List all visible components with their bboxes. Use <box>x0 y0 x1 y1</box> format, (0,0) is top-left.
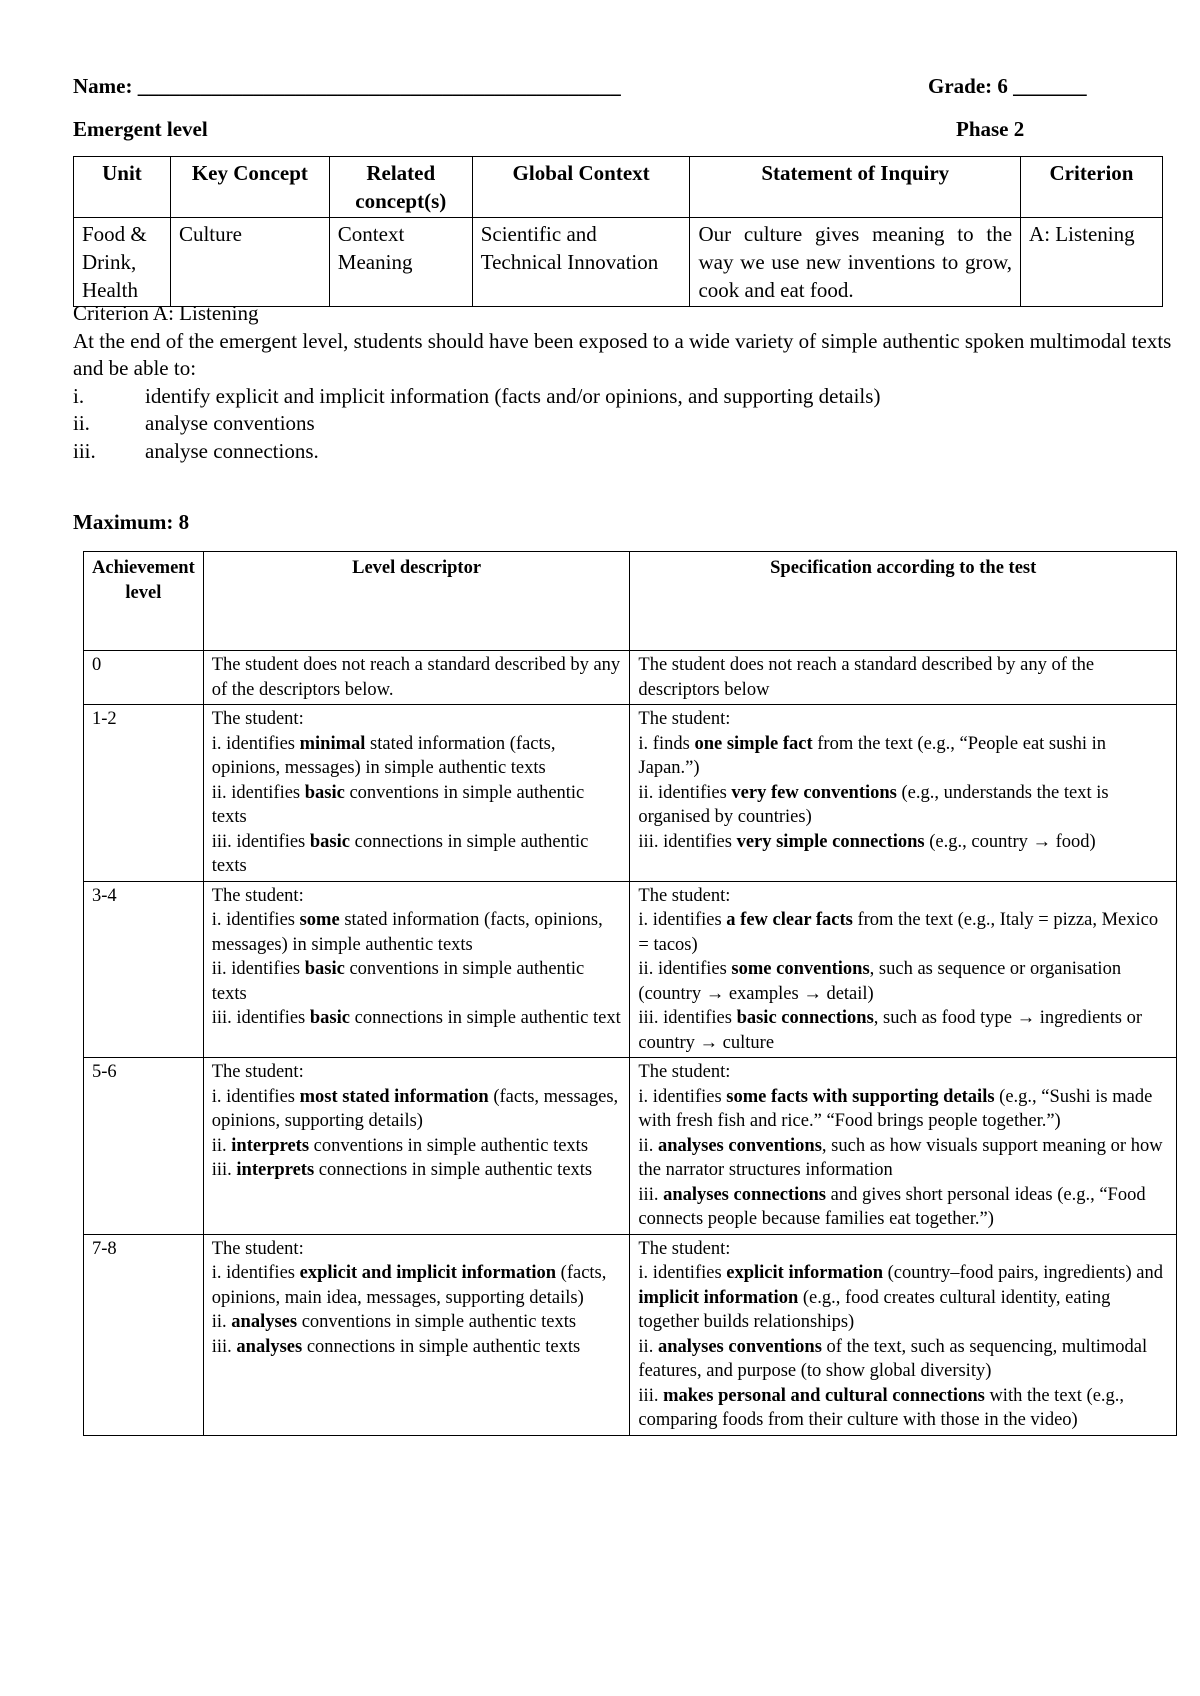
specification: The student: i. identifies explicit information (country–food pairs, ingredients) and implicit information (e.g., food creates cultural identity, eating together builds relationships) ii. analyses conventions of the text, such as sequencing, multimodal features, and purpose (to show global diversity) iii. makes personal and cultural connections with the text (e.g., comparing foods from their culture with those in the video) <box>630 1234 1177 1435</box>
level-heading: Emergent level <box>73 117 208 141</box>
achievement-level: 3-4 <box>84 881 204 1058</box>
name-blank[interactable]: ______________________________________________ <box>137 74 621 98</box>
achievement-level: 1-2 <box>84 705 204 882</box>
unit-table <box>73 156 1163 307</box>
key-concept-cell: Culture <box>170 218 329 307</box>
objective-number: iii. <box>73 438 96 463</box>
criterion-intro: At the end of the emergent level, students should have been exposed to a wide variety of simple authentic spoken multimodal texts and be able to: <box>73 328 1172 380</box>
objective-item <box>73 438 1173 466</box>
key-concept-header: Key Concept <box>170 157 329 218</box>
criterion-section <box>73 300 1173 465</box>
specification-header: Specification according to the test <box>630 552 1177 651</box>
level-descriptor: The student: i. identifies explicit and implicit information (facts, opinions, main idea, messages, supporting details) ii. analyses conventions in simple authentic texts iii. analyses connections in simple authentic texts <box>203 1234 630 1435</box>
grade-field <box>928 74 1087 99</box>
criterion-cell: A: Listening <box>1021 218 1163 307</box>
objective-text: analyse conventions <box>145 411 315 435</box>
achievement-level: 0 <box>84 651 204 705</box>
unit-table-header-row <box>74 157 1163 218</box>
related-concepts-header: Related concept(s) <box>329 157 472 218</box>
table-row <box>84 651 1177 705</box>
specification: The student: i. identifies a few clear facts from the text (e.g., Italy = pizza, Mexico = tacos) ii. identifies some conventions, such as sequence or organisation (country → examples → detail) iii. identifies basic connections, such as food type → ingredients or country → culture <box>630 881 1177 1058</box>
level-descriptor: The student: i. identifies most stated information (facts, messages, opinions, supporting details) ii. interprets conventions in simple authentic texts iii. interprets connections in simple authentic texts <box>203 1058 630 1235</box>
specification: The student does not reach a standard described by any of the descriptors below <box>630 651 1177 705</box>
objective-item <box>73 410 1173 438</box>
level-descriptor: The student: i. identifies some stated information (facts, opinions, messages) in simple authentic texts ii. identifies basic conventions in simple authentic texts iii. identifies basic connections in simple authentic text <box>203 881 630 1058</box>
level-descriptor-header: Level descriptor <box>203 552 630 651</box>
objective-text: analyse connections. <box>145 438 319 463</box>
achievement-level: 5-6 <box>84 1058 204 1235</box>
phase-heading: Phase 2 <box>956 117 1025 141</box>
table-row <box>84 881 1177 1058</box>
objective-text: identify explicit and implicit information (facts and/or opinions, and supporting details) <box>145 383 881 408</box>
name-label: Name: <box>73 74 133 98</box>
maximum-score: Maximum: 8 <box>73 510 190 534</box>
statement-header: Statement of Inquiry <box>690 157 1021 218</box>
criterion-title: Criterion A: Listening <box>73 301 259 325</box>
table-row <box>84 1234 1177 1435</box>
achievement-level: 7-8 <box>84 1234 204 1435</box>
unit-header: Unit <box>74 157 171 218</box>
objective-number: i. <box>73 383 85 408</box>
name-field[interactable] <box>73 74 621 99</box>
level-descriptor: The student does not reach a standard described by any of the descriptors below. <box>203 651 630 705</box>
table-row <box>84 705 1177 882</box>
specification: The student: i. finds one simple fact from the text (e.g., “People eat sushi in Japan.”) ii. identifies very few conventions (e.g., understands the text is organised by countries) iii. identifies very simple connections (e.g., country → food) <box>630 705 1177 882</box>
criterion-header: Criterion <box>1021 157 1163 218</box>
table-row <box>84 1058 1177 1235</box>
statement-cell: Our culture gives meaning to the way we use new inventions to grow, cook and eat food. <box>690 218 1021 307</box>
grade-blank[interactable]: _______ <box>1013 74 1087 98</box>
global-context-cell: Scientific and Technical Innovation <box>472 218 690 307</box>
unit-cell: Food & Drink, Health <box>74 218 171 307</box>
rubric-table <box>83 551 1177 1436</box>
objective-number: ii. <box>73 411 90 435</box>
unit-table-row <box>74 218 1163 307</box>
grade-label: Grade: 6 <box>928 74 1008 98</box>
achievement-level-header: Achievement level <box>84 552 204 651</box>
rubric-header-row <box>84 552 1177 651</box>
related-concepts-cell: Context Meaning <box>329 218 472 307</box>
specification: The student: i. identifies some facts with supporting details (e.g., “Sushi is made with fresh fish and rice.” “Food brings people together.”) ii. analyses conventions, such as how visuals support meaning or how the narrator structures information iii. analyses connections and gives short personal ideas (e.g., “Food connects people because families eat together.”) <box>630 1058 1177 1235</box>
level-descriptor: The student: i. identifies minimal stated information (facts, opinions, messages) in simple authentic texts ii. identifies basic conventions in simple authentic texts iii. identifies basic connections in simple authentic texts <box>203 705 630 882</box>
global-context-header: Global Context <box>472 157 690 218</box>
objective-item <box>73 383 1173 411</box>
